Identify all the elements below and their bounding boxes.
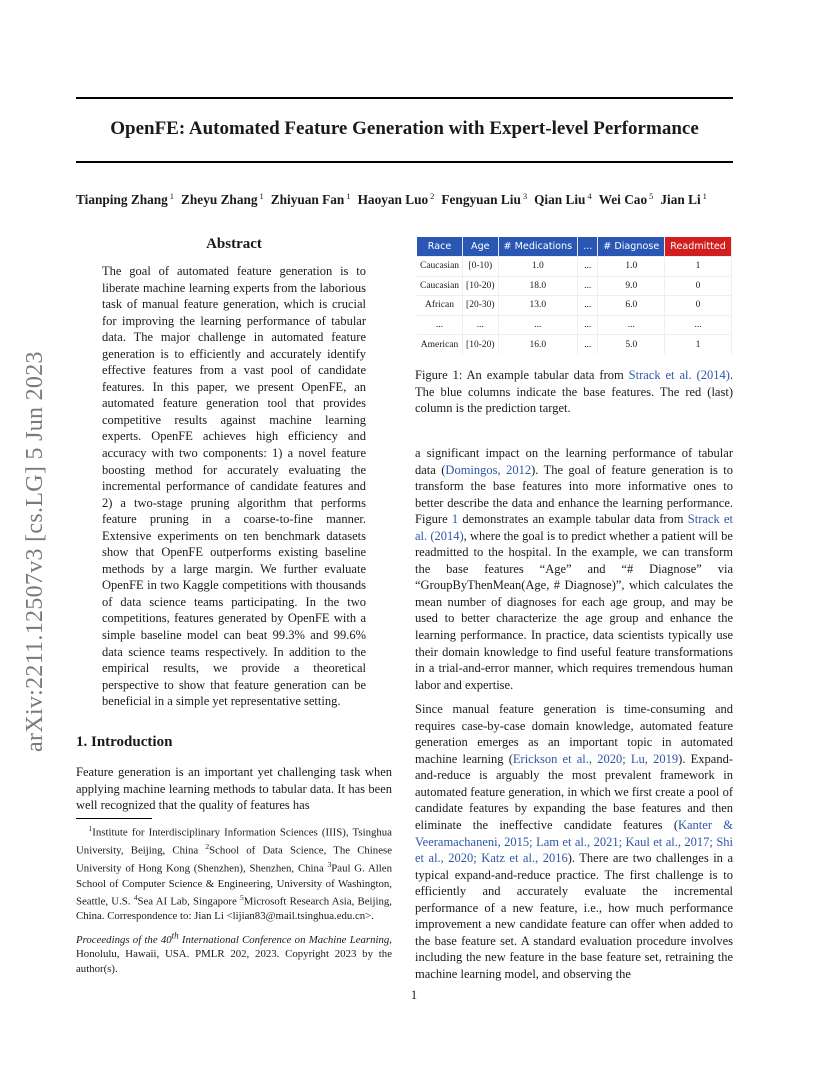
table-row bbox=[417, 315, 732, 335]
affiliation-marker: 2 bbox=[430, 191, 435, 201]
table-cell: 1.0 bbox=[499, 256, 579, 276]
author-name: Wei Cao $^5$ bbox=[598, 191, 654, 207]
table-cell: [10-20) bbox=[463, 276, 499, 296]
table-column-header: Race bbox=[417, 237, 463, 256]
table-column-header: # Medications bbox=[499, 237, 579, 256]
table-cell: ... bbox=[578, 334, 598, 354]
citation-link[interactable]: Strack et al. (2014) bbox=[415, 512, 733, 543]
affiliations-footnote: $^1$Institute for Interdisciplinary Information Sciences (IIIS), Tsinghua University, Beijing, China $^2$School of Data Science, The Chinese University of Hong Kong (Shenzhen), Shenzhen, China $^3$Paul G. Allen School of Computer Science & Engineering, University of Washington, Seattle, U.S. $^4$Sea AI Lab, Singapore $^5$Microsoft Research Asia, Beijing, China. Correspondence to: Jian Li <lijian83@mail.tsinghua.edu.cn>. bbox=[76, 824, 392, 923]
author-list bbox=[76, 191, 756, 208]
table-cell: 1 bbox=[665, 256, 732, 276]
table-cell: [20-30) bbox=[463, 295, 499, 315]
table-column-header: # Diagnose bbox=[598, 237, 665, 256]
affiliation-marker: 1 bbox=[259, 191, 264, 201]
table-row bbox=[417, 295, 732, 315]
author-name: Fengyuan Liu $^3$ bbox=[441, 191, 528, 207]
page-number: 1 bbox=[410, 988, 418, 1002]
proceedings-note: Proceedings of the 40th International Conference on Machine Learning, Honolulu, Hawaii, USA. PMLR 202, 2023. Copyright 2023 by the author(s). bbox=[76, 930, 392, 975]
citation-link[interactable]: Kanter & Veeramachaneni, 2015; Lam et al., 2021; Kaul et al., 2017; Shi et al., 2020; Katz et al., 2016 bbox=[415, 818, 733, 866]
table-cell: 1.0 bbox=[598, 256, 665, 276]
table-cell: ... bbox=[499, 315, 579, 335]
table-cell: Caucasian bbox=[417, 276, 463, 296]
table-cell: [0-10) bbox=[463, 256, 499, 276]
table-cell: American bbox=[417, 334, 463, 354]
affiliation-marker: 4 bbox=[587, 191, 592, 201]
table-column-header: Readmitted bbox=[665, 237, 732, 256]
paper-title: OpenFE: Automated Feature Generation with Expert-level Performance bbox=[110, 118, 699, 139]
table-row bbox=[417, 256, 732, 276]
affiliation-marker: 3 bbox=[522, 191, 528, 201]
abstract-heading: Abstract bbox=[206, 236, 262, 252]
table-cell: 13.0 bbox=[499, 295, 579, 315]
citation-link[interactable]: Erickson et al., 2020; Lu, 2019 bbox=[512, 751, 679, 766]
table-cell: ... bbox=[665, 315, 732, 335]
table-cell: ... bbox=[463, 315, 499, 335]
affiliation-marker: 1 bbox=[169, 191, 175, 201]
table-cell: 16.0 bbox=[499, 334, 579, 354]
citation-link[interactable]: Strack et al. (2014) bbox=[628, 368, 730, 382]
affiliation-marker: 5 bbox=[649, 191, 654, 201]
table-cell: ... bbox=[578, 256, 598, 276]
author-name: Zhiyuan Fan $^1$ bbox=[270, 191, 351, 207]
table-cell: ... bbox=[578, 295, 598, 315]
paragraph: Since manual feature generation is time-consuming and requires case-by-case domain knowledge, automated feature generation emerges as an important topic in automated machine learning (Erickson et al., 2020; Lu, 2019). Expand-and-reduce is arguably the most prevalent framework in automated feature generation, in which we first create a pool of candidate features by expanding the base features and then eliminate the ineffective candidate features (Kanter & Veeramachaneni, 2015; Lam et al., 2021; Kaul et al., 2017; Shi et al., 2020; Katz et al., 2016). There are two challenges in a typical expand-and-reduce practice. The first challenge is to efficiently and accurately evaluate the incremental performance of a new feature, i.e., how much performance improvement a new candidate feature can offer when added to the base feature set. A standard evaluation procedure involves including the new feature in the base feature set, retraining the machine learning model, and observing the bbox=[415, 702, 733, 981]
table-cell: African bbox=[417, 295, 463, 315]
author-name: Jian Li $^1$ bbox=[660, 191, 707, 207]
table-cell: [10-20) bbox=[463, 334, 499, 354]
abstract-text: The goal of automated feature generation is to liberate machine learning experts from the laborious task of manual feature generation, which is crucial for improving the learning performance of tabular data. The major challenge in automated feature generation is to efficiently and accurately identify effective features from a vast pool of candidate features. In this paper, we present OpenFE, an automated feature generation tool that provides competitive results against machine learning experts. OpenFE achieves high efficiency and accuracy with two components: 1) a novel feature boosting method for accurately evaluating the incremental performance of candidate features and 2) a two-stage pruning algorithm that performs feature pruning in a coarse-to-fine manner. Extensive experiments on ten benchmark datasets show that OpenFE outperforms existing baseline methods by a large margin. We further evaluate OpenFE in two Kaggle competitions with thousands of data science teams participating. In the two competitions, features generated by OpenFE with a simple baseline model can beat 99.3% and 99.6% data science teams respectively. In addition to the empirical results, we provide a theoretical perspective to show that feature generation can be beneficial in a simple yet representative setting. bbox=[102, 264, 366, 709]
table-cell: 0 bbox=[665, 276, 732, 296]
affiliation-marker: 1 bbox=[346, 191, 351, 201]
paragraph: a significant impact on the learning performance of tabular data (Domingos, 2012). The goal of feature generation is to transform the base features into more informative ones to better describe the data and enhance the learning performance. Figure 1 demonstrates an example tabular data from Strack et al. (2014), where the goal is to predict whether a patient will be readmitted to the hospital. In the example, we can transform the base features “Age” and “# Diagnose” via “GroupByThenMean(Age, # Diagnose)”, which calculates the mean number of diagnoses for each age group, and may be used to better characterize the age group and enhance the learning performance. In practice, data scientists typically use their domain knowledge to find useful feature transformations in a trial-and-error manner, which requires tremendous human labor and expertise. bbox=[415, 446, 734, 692]
table-cell: 18.0 bbox=[499, 276, 579, 296]
table-cell: ... bbox=[578, 315, 598, 335]
table-header-row bbox=[417, 237, 732, 256]
citation-link[interactable]: Domingos, 2012 bbox=[445, 462, 532, 477]
table-cell: Caucasian bbox=[417, 256, 463, 276]
table-cell: 9.0 bbox=[598, 276, 665, 296]
author-name: Qian Liu $^4$ bbox=[534, 191, 592, 207]
table-cell: ... bbox=[598, 315, 665, 335]
author-name: Tianping Zhang $^1$ bbox=[76, 191, 175, 207]
table-column-header: ... bbox=[578, 237, 598, 256]
section-heading-introduction: 1. Introduction bbox=[76, 734, 173, 750]
top-rule bbox=[76, 97, 733, 99]
example-tabular-data-table bbox=[417, 237, 732, 354]
table-row bbox=[417, 334, 732, 354]
figure-reference-link[interactable]: 1 bbox=[451, 512, 459, 527]
introduction-text: Feature generation is an important yet challenging task when applying machine learning methods to tabular data. It has been well recognized that the quality of features has bbox=[76, 765, 392, 813]
figure-1-caption: Figure 1: An example tabular data from Strack et al. (2014). The blue columns indicate the base features. The red (last) column is the prediction target. bbox=[415, 368, 733, 416]
table-cell: 6.0 bbox=[598, 295, 665, 315]
table-cell: 5.0 bbox=[598, 334, 665, 354]
arxiv-identifier[interactable]: arXiv:2211.12507v3 [cs.LG] 5 Jun 2023 bbox=[22, 351, 48, 752]
table-cell: 0 bbox=[665, 295, 732, 315]
author-name: Zheyu Zhang $^1$ bbox=[181, 191, 264, 207]
affiliation-marker: 1 bbox=[702, 191, 707, 201]
table-cell: ... bbox=[578, 276, 598, 296]
table-row bbox=[417, 276, 732, 296]
title-rule bbox=[76, 161, 733, 163]
table-cell: ... bbox=[417, 315, 463, 335]
table-body bbox=[417, 256, 732, 354]
author-name: Haoyan Luo $^2$ bbox=[357, 191, 435, 207]
table-cell: 1 bbox=[665, 334, 732, 354]
table-column-header: Age bbox=[463, 237, 499, 256]
right-column-text bbox=[415, 445, 733, 983]
footnote-rule bbox=[76, 818, 152, 819]
